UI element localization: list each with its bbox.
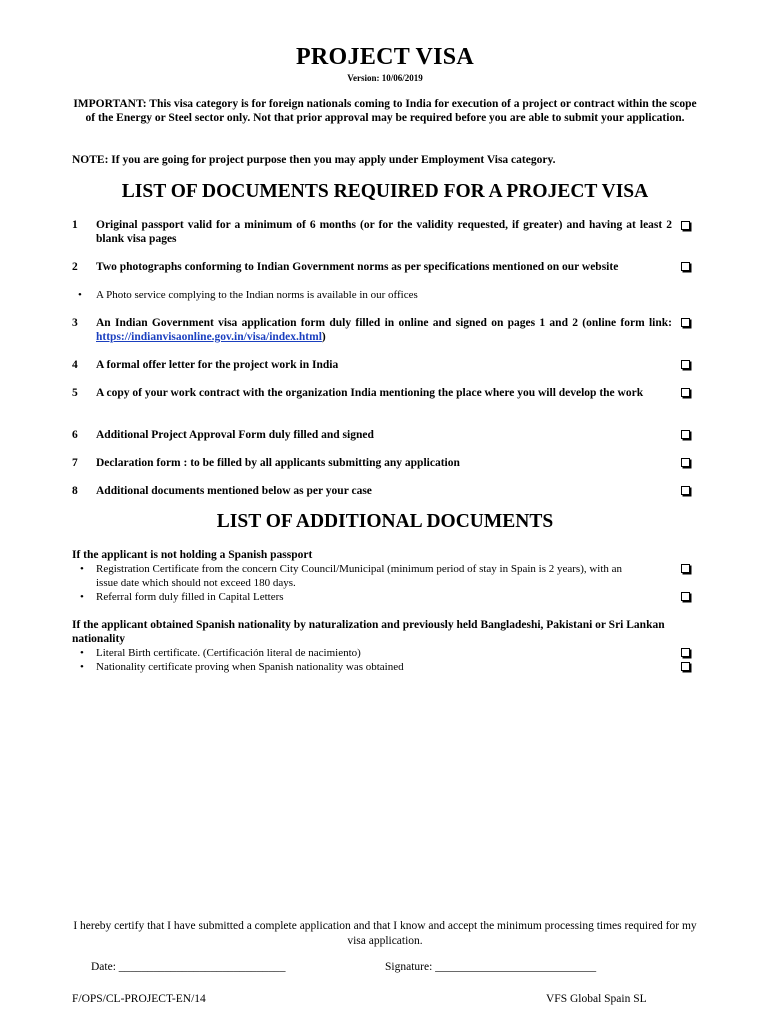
checkbox-item-2[interactable]: [681, 262, 690, 271]
checkbox-item-7[interactable]: [681, 458, 690, 467]
bullet-icon: •: [80, 661, 84, 673]
item-text: Additional documents mentioned below as per your case: [96, 485, 372, 497]
checkbox-item-5[interactable]: [681, 388, 690, 397]
checkbox-item-6[interactable]: [681, 430, 690, 439]
item-number: 3: [72, 317, 78, 329]
item-number: 8: [72, 485, 78, 497]
item-number: 1: [72, 219, 78, 231]
form-code: F/OPS/CL-PROJECT-EN/14: [72, 993, 206, 1005]
item-number: 6: [72, 429, 78, 441]
section-non-spanish-passport-title: If the applicant is not holding a Spanish passport: [72, 549, 313, 561]
item-text: An Indian Government visa application form duly filled in online and signed on pages 1 and 2 (online form link: https://indianvisaonline.gov.in/visa/index.html): [96, 317, 672, 343]
document-page: PROJECT VISA Version: 10/06/2019 IMPORTANT: This visa category is for foreign nationals coming to India for execution of a project or contract within the scope of the Energy or Steel sector only. Not that prior approval may be required before you are able to submit your application. NOTE: If you are going for project purpose then you may apply under Employment Visa category. LIST OF DOCUMENTS REQUIRED FOR A PROJECT VISA 1 Original passport valid for a minimum of 6 months (or for the validity requested, if greater) and having at least 2 blank visa pages 2 Two photographs conforming to Indian Government norms as per specifications mentioned on our website • A Photo service complying to the Indian norms is available in our offices 3 An Indian Government visa application form duly filled in online and signed on pages 1 and 2 (online form link: https://indianvisaonline.gov.in/visa/index.html) 4 A formal offer letter for the project work in India 5 A copy of your work contract with the organization India mentioning the place where you will develop the work 6 Additional Project Approval Form duly filled and signed 7 Declaration form : to be filled by all applicants submitting any application 8 Additional documents mentioned below as per your case LIST OF ADDITIONAL DOCUMENTS If the applicant is not holding a Spanish passport • Registration Certificate from the concern City Council/Municipal (minimum period of stay in Spain is 2 years), with an issue date which should not exceed 180 days. • Referral form duly filled in Capital Letters If the applicant obtained Spanish nationality by naturalization and previously held Bangladeshi, Pakistani or Sri Lankan nationality • Literal Birth certificate. (Certificación literal de nacimiento) • Nationality certificate proving when Spanish nationality was obtained I hereby certify that I have submitted a complete application and that I know and accept the minimum processing times required for my visa application. Date: _____________________________ Signature: ____________________________ F/OPS/CL-PROJECT-EN/14 VFS Global Spain SL: [0, 0, 770, 1024]
item-text: Original passport valid for a minimum of 6 months (or for the validity requested, if greater) and having at least 2 blank visa pages: [96, 219, 672, 245]
item-text: A copy of your work contract with the organization India mentioning the place where you will develop the work: [96, 387, 644, 399]
note-text: NOTE: If you are going for project purpose then you may apply under Employment Visa category.: [72, 154, 556, 166]
item-text: Additional Project Approval Form duly filled and signed: [96, 429, 374, 441]
signature-field[interactable]: Signature: ____________________________: [385, 961, 597, 973]
item-number: 2: [72, 261, 78, 273]
bullet-icon: •: [80, 647, 84, 659]
item-number: 7: [72, 457, 78, 469]
date-field[interactable]: Date: _____________________________: [91, 961, 286, 973]
item-text: Declaration form : to be filled by all applicants submitting any application: [96, 457, 460, 469]
checkbox-nationality-certificate[interactable]: [681, 662, 690, 671]
company-name: VFS Global Spain SL: [546, 993, 647, 1005]
bullet-icon: •: [80, 591, 84, 603]
checkbox-item-1[interactable]: [681, 221, 690, 230]
item-text: Two photographs conforming to Indian Government norms as per specifications mentioned on our website: [96, 261, 619, 273]
item-number: 5: [72, 387, 78, 399]
documents-heading: LIST OF DOCUMENTS REQUIRED FOR A PROJECT VISA: [121, 181, 649, 202]
checkbox-item-3[interactable]: [681, 318, 690, 327]
checkbox-referral-form[interactable]: [681, 592, 690, 601]
item-text: A formal offer letter for the project work in India: [96, 359, 339, 371]
checkbox-item-4[interactable]: [681, 360, 690, 369]
important-notice: IMPORTANT: This visa category is for foreign nationals coming to India for execution of a project or contract within the scope of the Energy or Steel sector only. Not that prior approval may be required before you are able to submit your application.: [73, 98, 697, 124]
checkbox-birth-certificate[interactable]: [681, 648, 690, 657]
item-number: 4: [72, 359, 78, 371]
checkbox-item-8[interactable]: [681, 486, 690, 495]
checkbox-registration-certificate[interactable]: [681, 564, 690, 573]
bullet-icon: •: [80, 563, 84, 575]
visa-form-link[interactable]: https://indianvisaonline.gov.in/visa/index.html: [96, 331, 322, 343]
certification-statement: I hereby certify that I have submitted a complete application and that I know and accept the minimum processing times required for my visa application.: [73, 920, 697, 947]
section-naturalization-title: If the applicant obtained Spanish nationality by naturalization and previously held Bangladeshi, Pakistani or Sri Lankan nationality: [72, 619, 665, 645]
item-subnote: • A Photo service complying to the Indian norms is available in our offices: [78, 289, 418, 301]
additional-documents-heading: LIST OF ADDITIONAL DOCUMENTS: [216, 511, 554, 532]
version-label: Version: 10/06/2019: [347, 73, 423, 83]
page-title: PROJECT VISA: [295, 44, 475, 70]
bullet-icon: •: [78, 289, 82, 301]
